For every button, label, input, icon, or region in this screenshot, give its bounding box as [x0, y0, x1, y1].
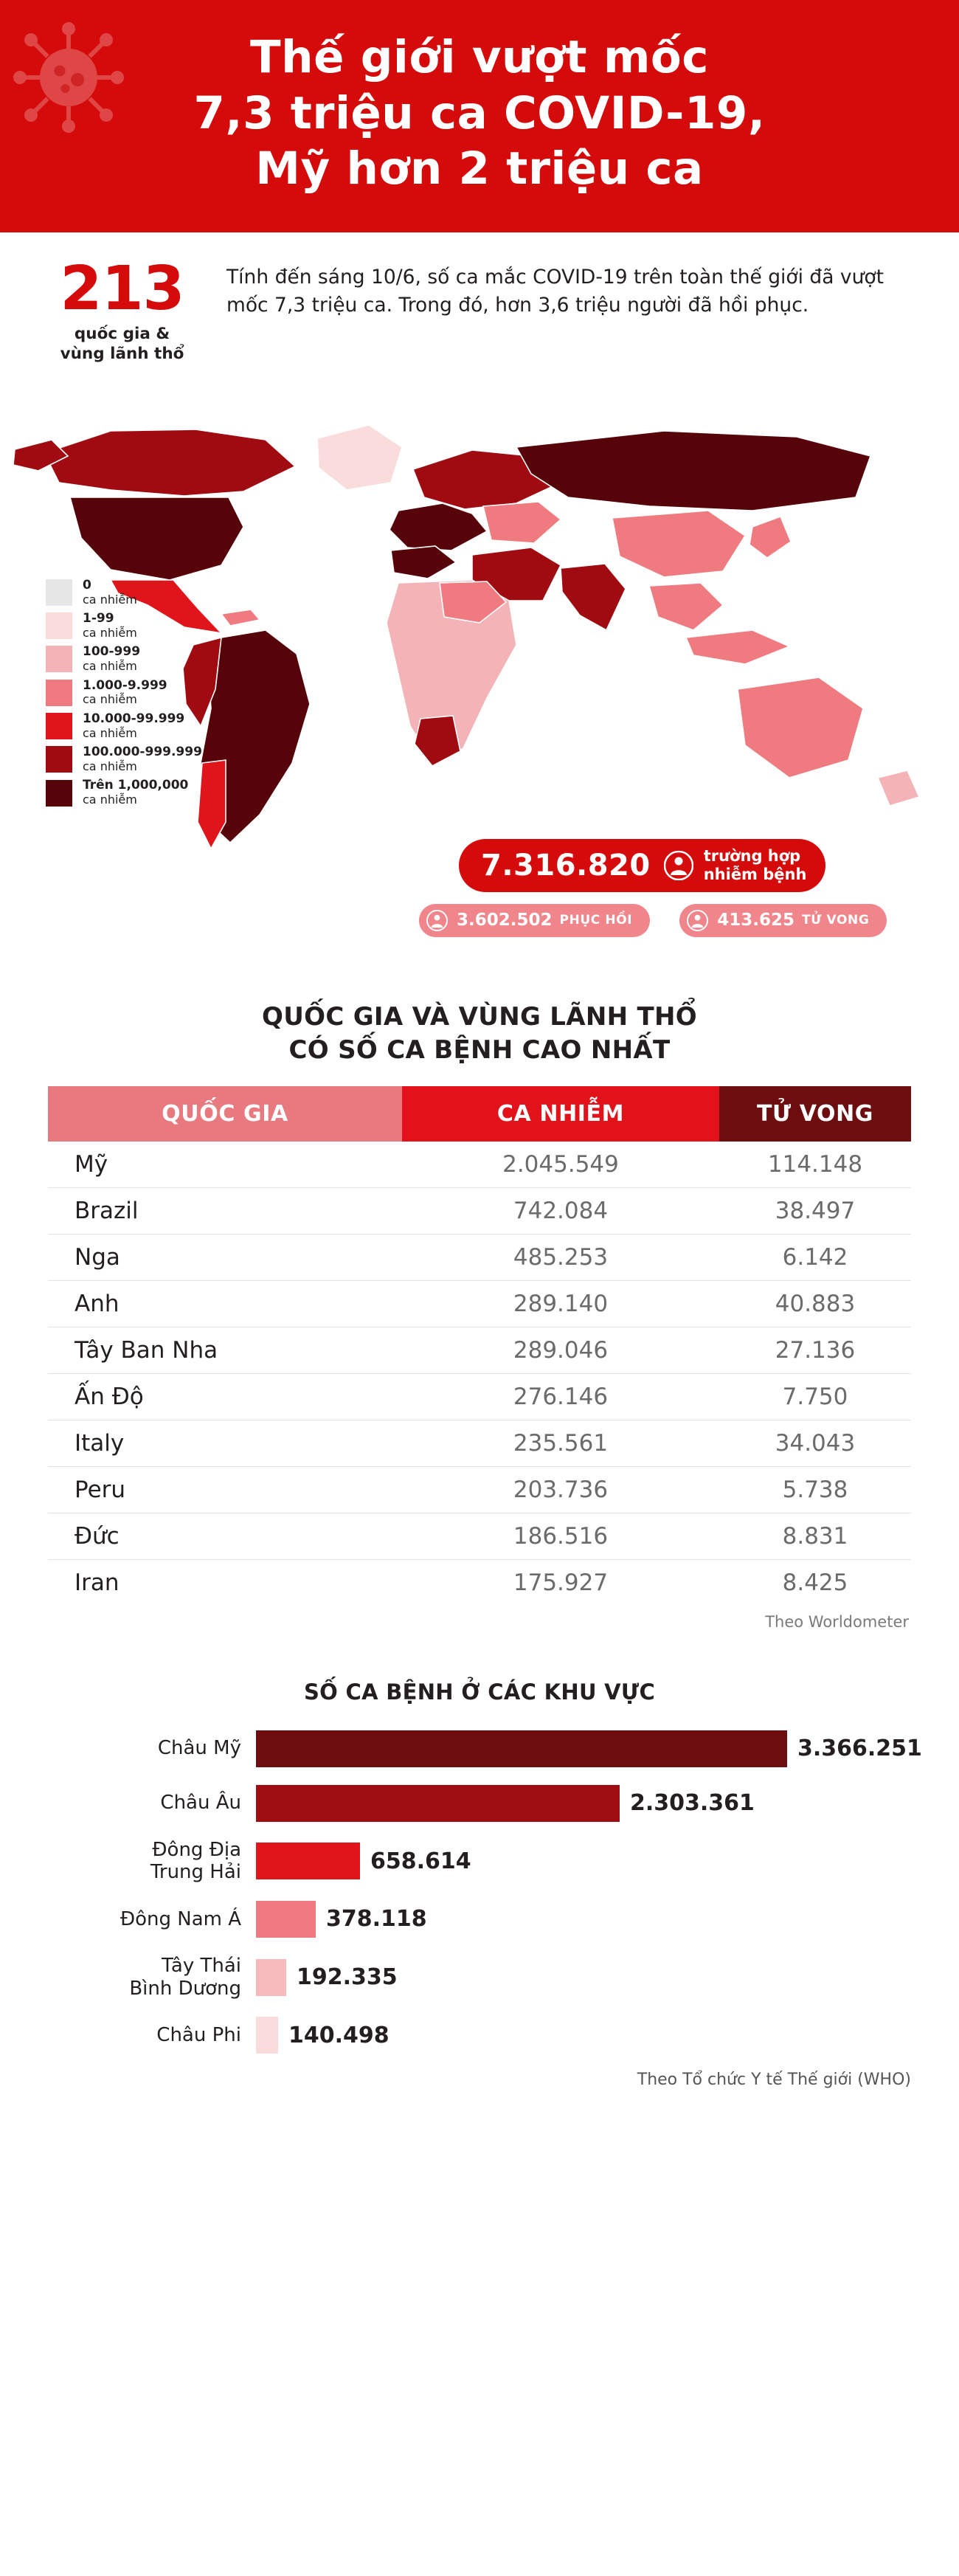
- bar-track: [256, 1959, 911, 1996]
- recovered-number: 3.602.502: [457, 911, 553, 930]
- cell-deaths: 6.142: [719, 1234, 911, 1280]
- bar-fill: [256, 1785, 620, 1822]
- bar-track: [256, 1730, 922, 1767]
- table-body: [48, 1142, 911, 1606]
- total-cases-badge: [459, 839, 825, 892]
- bar-label: [48, 1792, 256, 1814]
- bar-label-line: Đông Nam Á: [120, 1907, 241, 1930]
- bar-value: 3.366.251: [797, 1736, 922, 1762]
- cell-deaths: 8.425: [782, 1569, 848, 1596]
- legend-swatch: [46, 646, 72, 672]
- bar-row: [48, 1784, 911, 1823]
- table-title-line1: QUỐC GIA VÀ VÙNG LÃNH THỔ: [262, 1001, 697, 1032]
- legend-swatch: [46, 713, 72, 739]
- cell-cases: 289.140: [402, 1280, 719, 1327]
- cell-deaths: 114.148: [719, 1142, 911, 1188]
- legend-range: 100-999: [83, 644, 141, 660]
- deaths-number: 413.625: [717, 911, 794, 930]
- legend-item: [46, 612, 267, 640]
- cell-deaths: 38.497: [719, 1187, 911, 1234]
- legend-range: 10.000-99.999: [83, 711, 185, 726]
- bar-row: [48, 2016, 911, 2054]
- recovered-label: PHỤC HỒI: [559, 913, 633, 928]
- cell-country: Anh: [48, 1280, 402, 1327]
- table-source: Theo Worldometer: [765, 1612, 909, 1631]
- legend-unit: ca nhiễm: [83, 592, 137, 607]
- total-cases-label-line2: nhiễm bệnh: [703, 866, 807, 884]
- legend-unit: ca nhiễm: [83, 759, 137, 773]
- bar-value: 192.335: [297, 1964, 398, 1991]
- country-count-caption-line2: vùng lãnh thổ: [60, 345, 184, 364]
- cell-cases: 175.927: [513, 1569, 609, 1596]
- legend-item: [46, 778, 267, 807]
- bar-fill: [256, 1730, 787, 1767]
- cell-cases: 742.084: [402, 1187, 719, 1234]
- legend-label: [83, 745, 202, 773]
- legend-swatch: [46, 746, 72, 773]
- cell-cases: 276.146: [402, 1373, 719, 1420]
- global-stats: [376, 839, 907, 937]
- regions-bar-chart: [48, 1730, 922, 2055]
- cell-cases: 485.253: [402, 1234, 719, 1280]
- bar-label: [48, 2024, 256, 2047]
- page-title: [103, 30, 856, 197]
- legend-unit: ca nhiễm: [83, 692, 137, 707]
- legend-range: 1.000-9.999: [83, 677, 167, 693]
- legend-label: [83, 679, 167, 707]
- cell-country: Mỹ: [48, 1142, 402, 1188]
- cell-cases: 235.561: [402, 1420, 719, 1466]
- column-header-cases: CA NHIỄM: [402, 1086, 719, 1142]
- cell-cases: 2.045.549: [402, 1142, 719, 1188]
- bar-fill: [256, 2017, 278, 2054]
- intro-section: [0, 232, 959, 372]
- title-line-3: Mỹ hơn 2 triệu ca: [255, 142, 704, 196]
- bar-fill: [256, 1843, 360, 1879]
- legend-item: [46, 645, 267, 673]
- legend-range: 100.000-999.999: [83, 745, 202, 760]
- column-header-deaths: TỬ VONG: [719, 1086, 911, 1142]
- bar-track: [256, 2017, 911, 2054]
- table-row: [48, 1187, 911, 1234]
- bar-label-line: Châu Phi: [156, 2023, 241, 2046]
- column-header-country: QUỐC GIA: [48, 1086, 402, 1142]
- bar-value: 2.303.361: [630, 1790, 755, 1817]
- table-row: [48, 1513, 911, 1559]
- title-line-1: Thế giới vượt mốc: [250, 31, 709, 83]
- cell-cases: 289.046: [402, 1327, 719, 1373]
- legend-item: [46, 679, 267, 707]
- legend-item: [46, 745, 267, 773]
- cell-country: Tây Ban Nha: [48, 1327, 402, 1373]
- legend-unit: ca nhiễm: [83, 659, 137, 674]
- deaths-label: TỬ VONG: [801, 913, 870, 928]
- bar-row: [48, 1955, 911, 2000]
- legend-range: 0: [83, 577, 91, 593]
- cell-country: Nga: [48, 1234, 402, 1280]
- bar-fill: [256, 1959, 286, 1996]
- cell-country: Iran: [75, 1569, 120, 1596]
- bar-row: [48, 1730, 922, 1768]
- cell-country: Đức: [48, 1513, 402, 1559]
- infected-person-icon: [664, 851, 693, 880]
- cell-deaths: 8.831: [719, 1513, 911, 1559]
- legend-label: [83, 645, 140, 673]
- legend-range: Trên 1,000,000: [83, 778, 189, 793]
- table-title-line2: CÓ SỐ CA BỆNH CAO NHẤT: [288, 1035, 671, 1065]
- legend-swatch: [46, 780, 72, 807]
- world-map-section: [0, 372, 959, 992]
- legend-range: 1-99: [83, 611, 114, 626]
- bar-row: [48, 1839, 911, 1884]
- bar-label: [48, 1908, 256, 1931]
- bar-row: [48, 1900, 911, 1938]
- legend-unit: ca nhiễm: [83, 725, 137, 740]
- bar-label: [48, 1955, 256, 2000]
- cell-deaths: 40.883: [719, 1280, 911, 1327]
- deaths-badge: [679, 904, 887, 937]
- legend-swatch: [46, 579, 72, 606]
- cell-deaths: 7.750: [719, 1373, 911, 1420]
- country-count-number: 213: [60, 253, 184, 324]
- chart-source: Theo Tổ chức Y tế Thế giới (WHO): [637, 2071, 911, 2090]
- bar-label-line: Đông Địa: [152, 1838, 241, 1861]
- table-row: [48, 1373, 911, 1420]
- legend-label: [83, 579, 137, 607]
- cell-deaths: 27.136: [719, 1327, 911, 1373]
- table-row: [48, 1420, 911, 1466]
- table-row: [48, 1280, 911, 1327]
- bar-label-line: Châu Âu: [160, 1792, 241, 1814]
- legend-label: [83, 612, 137, 640]
- legend-swatch: [46, 612, 72, 639]
- secondary-stats: [419, 904, 907, 937]
- bar-fill: [256, 1901, 316, 1938]
- legend-unit: ca nhiễm: [83, 793, 137, 807]
- legend-item: [46, 579, 267, 607]
- legend-label: [83, 712, 184, 740]
- bar-label-line: Tây Thái: [162, 1954, 241, 1977]
- chart-title: SỐ CA BỆNH Ở CÁC KHU VỰC: [303, 1679, 656, 1705]
- header: [0, 0, 959, 232]
- table-section-title: [0, 1001, 959, 1067]
- recovered-badge: [419, 904, 650, 937]
- bar-value: 378.118: [326, 1906, 427, 1933]
- map-legend: [46, 579, 267, 812]
- total-cases-number: 7.316.820: [481, 849, 651, 883]
- country-count-block: [43, 253, 201, 365]
- legend-item: [46, 712, 267, 740]
- legend-unit: ca nhiễm: [83, 625, 137, 640]
- bar-label: [48, 1839, 256, 1884]
- table-header-row: [48, 1086, 911, 1142]
- legend-label: [83, 778, 188, 807]
- table-row: [48, 1559, 911, 1606]
- bar-track: [256, 1785, 911, 1822]
- bar-label-line: Châu Mỹ: [157, 1737, 241, 1760]
- cell-deaths: 5.738: [719, 1466, 911, 1513]
- cell-country: Brazil: [48, 1187, 402, 1234]
- cell-country: Italy: [48, 1420, 402, 1466]
- top-countries-table: [48, 1086, 911, 1606]
- death-person-icon: [687, 910, 708, 931]
- bar-value: 140.498: [288, 2022, 390, 2048]
- cell-cases: 186.516: [402, 1513, 719, 1559]
- legend-swatch: [46, 680, 72, 706]
- bar-value: 658.614: [370, 1848, 471, 1874]
- intro-paragraph: Tính đến sáng 10/6, số ca mắc COVID-19 trên toàn thế giới đã vượt mốc 7,3 triệu ca. Trong đó, hơn 3,6 triệu người đã hồi phục.: [226, 265, 884, 317]
- bar-track: [256, 1843, 911, 1879]
- country-count-caption-line1: quốc gia &: [74, 324, 170, 343]
- bar-label-line: Bình Dương: [129, 1977, 241, 2000]
- bar-label-line: Trung Hải: [150, 1861, 241, 1884]
- table-header: [48, 1086, 911, 1142]
- bar-track: [256, 1901, 911, 1938]
- table-row: [48, 1327, 911, 1373]
- table-row: [48, 1142, 911, 1188]
- coronavirus-icon: [13, 22, 124, 133]
- cell-cases: 203.736: [402, 1466, 719, 1513]
- total-cases-label-line1: trường hợp: [703, 847, 801, 866]
- country-count-caption: [43, 324, 201, 365]
- table-row: [48, 1466, 911, 1513]
- table-row: [48, 1234, 911, 1280]
- total-cases-label: [704, 847, 807, 884]
- recovered-person-icon: [426, 910, 448, 931]
- cell-deaths: 34.043: [719, 1420, 911, 1466]
- bar-label: [48, 1737, 256, 1760]
- cell-country: Peru: [48, 1466, 402, 1513]
- title-line-2: 7,3 triệu ca COVID-19,: [193, 86, 766, 139]
- cell-country: Ấn Độ: [48, 1373, 402, 1420]
